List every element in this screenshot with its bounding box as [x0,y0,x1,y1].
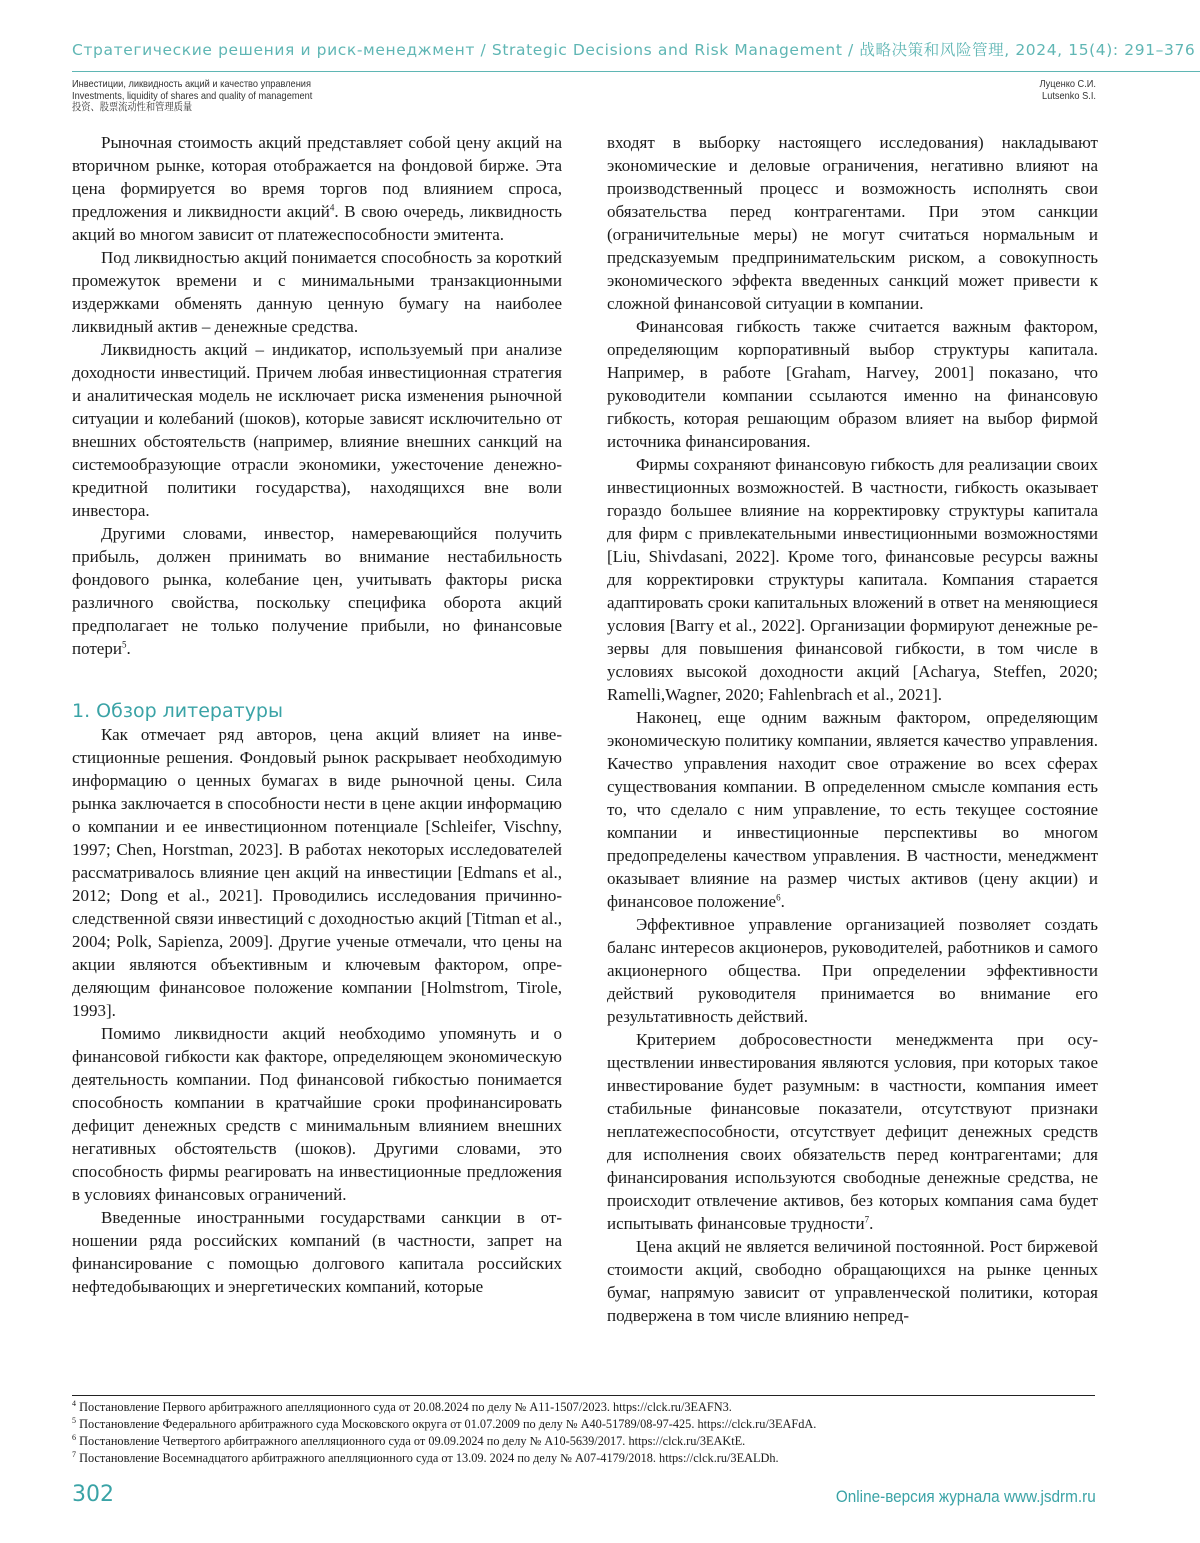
paragraph [72,522,562,660]
paragraph [607,706,1098,913]
paragraph-text: Рыночная стоимость акций представляет собой цену акций на вторичном рынке, которая отображается на фондовой бирже. Эта цена формируется во время торгов под влиянием спроса, предложения и ликвидности акций [72,133,562,221]
footnote-number: 5 [72,1415,76,1425]
footnote [72,1450,1102,1467]
running-title [72,79,512,114]
paragraph: Фирмы сохраняют финансовую гибкость для реализации своих инвестиционных возможностей. В частности, гибкость оказывает гораздо большее влияние на корректировку структуры капитала для фирм с привлекательными инвестиционными возможностями [Liu, Shivdasani, 2022]. Кроме того, финансовые ресурсы важны для корректировки структуры капитала. Компания старается адаптировать сроки капитальных вложений в ответ на меняющиеся условия [Barry et al., 2022]. Организации формируют денежные резервы для повышения финансовой гибкости, в том числе в условиях высокой доходности акций [Acharya, Steffen, 2020; Ramelli,Wagner, 2020; Fahlenbrach et al., 2021]. [607,455,1098,704]
paragraph-text: . [126,639,131,658]
paragraph: входят в выборку настоящего исследования) накладывают экономические и деловые ограничения, негативно влияют на производственный процесс и возможность исполнять свои обязательства перед контрагентами. При этом санкции (ограничительные меры) не могут считаться нормальным и предсказуемым предпринимательским риском, а совокупность экономического эффекта введенных санкций может привести к сложной финансовой ситуации в компании. [607,133,1098,313]
section-title: 1. Обзор литературы [72,700,283,722]
footnote-divider [72,1395,1095,1396]
footnote-number: 6 [72,1432,76,1442]
footnote-ref: 5 [121,639,127,650]
paragraph: Ликвидность акций – индикатор, используемый при анализе доходности инвестиций. Причем любая инвестиционная стратегия и аналитическая модель не исключает риска изменения рыночной ситуации и колебаний (шоков), которые зависят исключительно от внешних обстоятельств (например, влияние внешних санкций на системообразующие отрасли экономики, ужесточение денежно-кредитной политики государства), находящихся вне воли инвестора. [72,340,562,520]
page-number: 302 [72,1482,114,1507]
running-title-ru: Инвестиции, ликвидность акций и качество управления [72,78,311,90]
footnote-ref: 4 [329,202,335,213]
paragraph: Введенные иностранными государствами санкции в отношении ряда российских компаний (в частности, запрет на финансирование с помощью долгового капитала российских нефтедобывающих и энергетических компаний, которые [72,1208,562,1296]
header-divider [72,71,1200,72]
paragraph-text: Критерием добросовестности менеджмента при осуществлении инвестирования являются условия, при которых такое инвестирование будет разумным: в частности, компания имеет стабильные финансовые показатели, отсутствуют признаки неплатежеспособности, отсутствует дефицит денежных средств для исполнения своих обязательств перед контрагентами; для финансирования используются свободные денежные средства, не происходит отвлечение активов, без которых компания сама будет испытывать финансовые трудности [607,1030,1098,1233]
running-author [920,79,1096,102]
online-version-link[interactable]: Online-версия журнала www.jsdrm.ru [836,1487,1096,1506]
author-ru: Луценко С.И. [1039,78,1096,90]
right-column [607,131,1098,1327]
journal-header: Стратегические решения и риск-менеджмент / Strategic Decisions and Risk Management / 战略决策和风险管理, 2024, 15(4): 291–376 [72,41,1196,59]
footnote-text: Постановление Восемнадцатого арбитражного апелляционного суда от 13.09. 2024 по делу № А07-4179/2018. https://clck.ru/3EALDh. [79,1451,779,1465]
footnote-number: 7 [72,1449,76,1459]
paragraph-text: Другими словами, инвестор, намеревающийся получить прибыль, должен принимать во внимание нестабильность фондового рынка, колебание цен, учитывать факторы риска различного свойства, поскольку специфика оборота акций предполагает не только получение прибыли, но финансовые потери [72,524,562,658]
footnote-text: Постановление Четвертого арбитражного апелляционного суда от 09.09.2024 по делу № А10-5639/2017. https://clck.ru/3EAKtE. [79,1434,746,1448]
section-spacer [72,660,562,700]
paragraph-text: . В свою очередь, ликвидность акций во многом зависит от платежеспособности эмитента. [72,202,562,244]
footnote [72,1399,1102,1416]
footnote-text: Постановление Первого арбитражного апелляционного суда от 20.08.2024 по делу № А11-1507/2023. https://clck.ru/3EAFN3. [79,1400,732,1414]
footnote-text: Постановление Федерального арбитражного суда Московского округа от 01.07.2009 по делу № А40-51789/08-97-425. https://clck.ru/3EAFdA. [79,1417,817,1431]
footnotes [72,1399,1102,1467]
footnote-ref: 7 [864,1214,870,1225]
paragraph [72,131,562,246]
left-column [72,131,562,1298]
paragraph-text: . [780,892,785,911]
running-title-zh: 投资、股票流动性和管理质量 [72,101,193,113]
paragraph: Помимо ликвидности акций необходимо упомянуть и о финансовой гибкости как факторе, определяющем экономическую деятельность компании. Под финансовой гибкостью понимается способность компании в кратчайшие сроки профинансировать дефицит денежных средств с минимальным влиянием внешних негативных обстоятельств (шоков). Другими словами, это способность фирмы реагировать на инвестиционные предложения в условиях финансовых ограничений. [72,1024,562,1204]
paragraph-text: Наконец, еще одним важным фактором, определяющим экономическую политику компании, является качество управления. Качество управления находит свое отражение во всех сферах существования компании. В определенном смысле компания есть то, что сделало с ним управление, то есть текущее состояние компании и инвестиционные перспективы во многом предопределены качеством управления. В частности, менеджмент оказывает влияние на размер чистых активов (цену акции) и финансовое положение [607,708,1098,911]
paragraph: Эффективное управление организацией позволяет создать баланс интересов акционеров, руководителей, работников и самого акционерного общества. При определении эффективности действий руководителя принимается во внимание его результативность действий. [607,915,1098,1026]
paragraph: Цена акций не является величиной постоянной. Рост биржевой стоимости акций, свободно обращающихся на рынке ценных бумаг, напрямую зависит от управленческой политики, которая подвержена в том числе влиянию непред- [607,1237,1098,1325]
paragraph-text: . [869,1214,874,1233]
author-en: Lutsenko S.I. [1042,89,1096,102]
footnote [72,1433,1102,1450]
footnote [72,1416,1102,1433]
footnote-number: 4 [72,1398,76,1408]
footnote-ref: 6 [776,892,781,903]
paragraph [607,1028,1098,1235]
paragraph: Финансовая гибкость также считается важным фактором, определяющим корпоративный выбор структуры капитала. Например, в работе [Graham, Harvey, 2001] показано, что руководители компании ссылаются именно на финансовую гибкость, которая решающим образом влияет на выбор фирмой источника финансирования. [607,317,1098,451]
paragraph: Под ликвидностью акций понимается способность за короткий промежуток времени и с минимальными транзакционными издержками обменять данную ценную бумагу на наиболее ликвидный актив – денежные средства. [72,248,562,336]
paragraph: Как отмечает ряд авторов, цена акций влияет на инвестиционные решения. Фондовый рынок раскрывает необходимую информацию о ценных бумагах в виде рыночной цены. Сила рынка заключается в способности нести в цене акции информацию о компании и ее инвестиционном потенциале [Schleifer, Vischny, 1997; Chen, Horstman, 2023]. В работах некоторых исследователей рассматривалось влияние цен акций на инвестиции [Edmans et al., 2012; Dong et al., 2021]. Проводились исследования причинно-следственной связи инвестиций с доходностью акций [Titman et al., 2004; Polk, Sapienza, 2009]. Другие ученые отмечали, что цены на акции являются объективным и ключевым фактором, определяющим финансовое положение компании [Holmstrom, Tirole, 1993]. [72,725,562,1020]
running-title-en: Investments, liquidity of shares and quality of management [72,89,313,102]
